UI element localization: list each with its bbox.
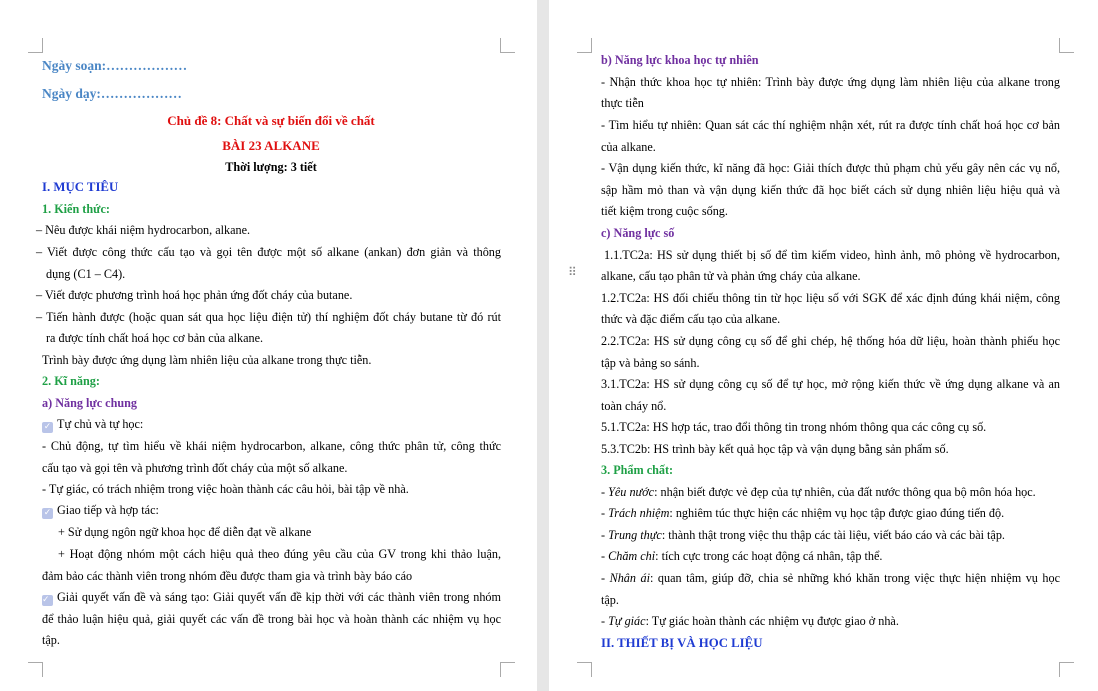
- competence-text[interactable]: của alkane.: [601, 140, 656, 154]
- digital-item[interactable]: tập và bảng so sánh.: [601, 356, 700, 370]
- checklist-item[interactable]: ✓ Giải quyết vấn đề và sáng tạo: Giải quyết vấn đề kịp thời với các thành viên trong nhóm: [42, 590, 501, 605]
- drag-handle-icon[interactable]: ⠿: [568, 265, 578, 279]
- crop-mark: [500, 662, 515, 677]
- competence-text[interactable]: tiết kiệm trong cuộc sống.: [601, 204, 728, 218]
- digital-item[interactable]: 3.1.TC2a: HS sử dụng công cụ số để tự học, mở rộng kiến thức về ứng dụng alkane và an: [601, 377, 1060, 391]
- competence-text[interactable]: - Tìm hiểu tự nhiên: Quan sát các thí nghiệm nhận xét, rút ra được tính chất hoá học cơ bản: [601, 118, 1060, 132]
- general-competence-heading[interactable]: a) Năng lực chung: [42, 396, 138, 410]
- quality-item[interactable]: - Chăm chỉ: tích cực trong các hoạt động cá nhân, tập thể.: [601, 549, 883, 563]
- section-equipment[interactable]: II. THIẾT BỊ VÀ HỌC LIỆU: [601, 636, 763, 650]
- knowledge-item[interactable]: – Viết được công thức cấu tạo và gọi tên được một số alkane (ankan) đơn giản và thông: [36, 245, 501, 259]
- skill-text[interactable]: - Chủ động, tự tìm hiểu về khái niệm hydrocarbon, alkane, công thức phân tử, công thức: [42, 439, 501, 453]
- crop-mark: [577, 38, 592, 53]
- section-objectives[interactable]: I. MỤC TIÊU: [42, 180, 119, 194]
- knowledge-item[interactable]: Trình bày được ứng dụng làm nhiên liệu của alkane trong thực tiễn.: [42, 353, 372, 367]
- quality-item[interactable]: - Trách nhiệm: nghiêm túc thực hiện các nhiệm vụ học tập được giao đúng tiến độ.: [601, 506, 1005, 520]
- knowledge-item[interactable]: – Viết được phương trình hoá học phản ứng đốt cháy của butane.: [36, 288, 353, 302]
- natural-science-heading[interactable]: b) Năng lực khoa học tự nhiên: [601, 53, 759, 67]
- digital-item[interactable]: 2.2.TC2a: HS sử dụng công cụ số để ghi chép, hệ thống hóa dữ liệu, hoàn thành phiếu học: [601, 334, 1060, 348]
- digital-item[interactable]: 5.1.TC2a: HS hợp tác, trao đổi thông tin trong nhóm thông qua các công cụ số.: [601, 420, 987, 434]
- quality-item[interactable]: - Tự giác: Tự giác hoàn thành các nhiệm vụ được giao ở nhà.: [601, 614, 899, 628]
- knowledge-item[interactable]: – Nêu được khái niệm hydrocarbon, alkane.: [36, 223, 251, 237]
- skill-text[interactable]: để thảo luận hiệu quả, giải quyết các vấn đề trong bài học và hoàn thành các nhiệm vụ học: [42, 612, 501, 626]
- knowledge-heading[interactable]: 1. Kiến thức:: [42, 202, 110, 216]
- skill-text[interactable]: - Tự giác, có trách nhiệm trong việc hoàn thành các câu hỏi, bài tập về nhà.: [42, 482, 409, 496]
- knowledge-item[interactable]: – Tiến hành được (hoặc quan sát qua học liệu điện tử) thí nghiệm đốt cháy butane từ đó rút: [36, 310, 501, 324]
- lesson-title[interactable]: BÀI 23 ALKANE: [222, 138, 320, 153]
- skills-heading[interactable]: 2. Kĩ năng:: [42, 374, 100, 388]
- skill-text[interactable]: đảm bảo các thành viên trong nhóm đều được tham gia và trình bày báo cáo: [42, 569, 413, 583]
- document-page-left: [0, 0, 537, 691]
- topic-title[interactable]: Chủ đề 8: Chất và sự biến đổi về chất: [167, 113, 375, 128]
- digital-item[interactable]: 1.1.TC2a: HS sử dụng thiết bị số để tìm kiếm video, hình ảnh, mô phỏng về hydrocarbon,: [604, 248, 1060, 262]
- crop-mark: [577, 662, 592, 677]
- checkbox-checked-icon[interactable]: ✓: [42, 595, 53, 606]
- quality-item[interactable]: tập.: [601, 593, 619, 607]
- skill-text[interactable]: + Hoạt động nhóm một cách hiệu quả theo đúng yêu cầu của GV trong khi thảo luận,: [58, 547, 501, 561]
- digital-item[interactable]: 1.2.TC2a: HS đối chiếu thông tin từ học liệu số với SGK để xác định đúng khái niệm, công: [601, 291, 1060, 305]
- crop-mark: [1059, 662, 1074, 677]
- duration[interactable]: Thời lượng: 3 tiết: [225, 160, 317, 174]
- qualities-heading[interactable]: 3. Phẩm chất:: [601, 463, 674, 477]
- digital-item[interactable]: thức và đặc điểm cấu tạo của alkane.: [601, 312, 781, 326]
- digital-item[interactable]: toàn cháy nổ.: [601, 399, 667, 413]
- digital-competence-heading[interactable]: c) Năng lực số: [601, 226, 675, 240]
- crop-mark: [500, 38, 515, 53]
- teach-date[interactable]: Ngày dạy:………………: [42, 86, 182, 101]
- quality-item[interactable]: - Nhân ái: quan tâm, giúp đỡ, chia sẻ những khó khăn trong việc thực hiện nhiệm vụ học: [601, 571, 1060, 585]
- quality-item[interactable]: - Yêu nước: nhận biết được vẻ đẹp của tự nhiên, của đất nước thông qua bộ môn hóa học.: [601, 485, 1036, 499]
- checkbox-checked-icon[interactable]: ✓: [43, 508, 52, 518]
- competence-text[interactable]: - Nhận thức khoa học tự nhiên: Trình bày được ứng dụng làm nhiên liệu của alkane trong: [601, 75, 1060, 89]
- skill-text[interactable]: cấu tạo và gọi tên và phương trình đốt cháy của một số alkane.: [42, 461, 348, 475]
- digital-item[interactable]: 5.3.TC2b: HS trình bày kết quả học tập và vận dụng bằng sản phẩm số.: [601, 442, 949, 456]
- prep-date[interactable]: Ngày soạn:………………: [42, 58, 188, 73]
- skill-text[interactable]: + Sử dụng ngôn ngữ khoa học để diễn đạt về alkane: [58, 525, 312, 539]
- skill-text[interactable]: tập.: [42, 633, 60, 647]
- checklist-item[interactable]: ✓ Giao tiếp và hợp tác:: [43, 503, 159, 518]
- competence-text[interactable]: - Vận dụng kiến thức, kĩ năng đã học: Giải thích được thủ phạm chủ yếu gây nên các vụ nổ,: [601, 161, 1060, 175]
- crop-mark: [28, 38, 43, 53]
- competence-text[interactable]: thực tiễn: [601, 96, 644, 110]
- competence-text[interactable]: sập hầm mỏ than và vận dụng kiến thức đã học biết cách sử dụng nhiên liệu hiệu quả và: [601, 183, 1060, 197]
- document-page-right: [549, 0, 1098, 691]
- knowledge-item[interactable]: ra được tính chất hoá học cơ bản của alkane.: [46, 331, 264, 345]
- digital-item[interactable]: alkane, cấu tạo phân tử và phản ứng cháy của alkane.: [601, 269, 861, 283]
- knowledge-item[interactable]: dụng (C1 – C4).: [46, 267, 126, 281]
- page-gap: [537, 0, 549, 691]
- checkbox-checked-icon[interactable]: ✓: [43, 422, 52, 432]
- crop-mark: [1059, 38, 1074, 53]
- checklist-item[interactable]: ✓ Tự chủ và tự học:: [43, 417, 144, 432]
- quality-item[interactable]: - Trung thực: thành thật trong việc thu thập các tài liệu, viết báo cáo và các bài tập.: [601, 528, 1005, 542]
- crop-mark: [28, 662, 43, 677]
